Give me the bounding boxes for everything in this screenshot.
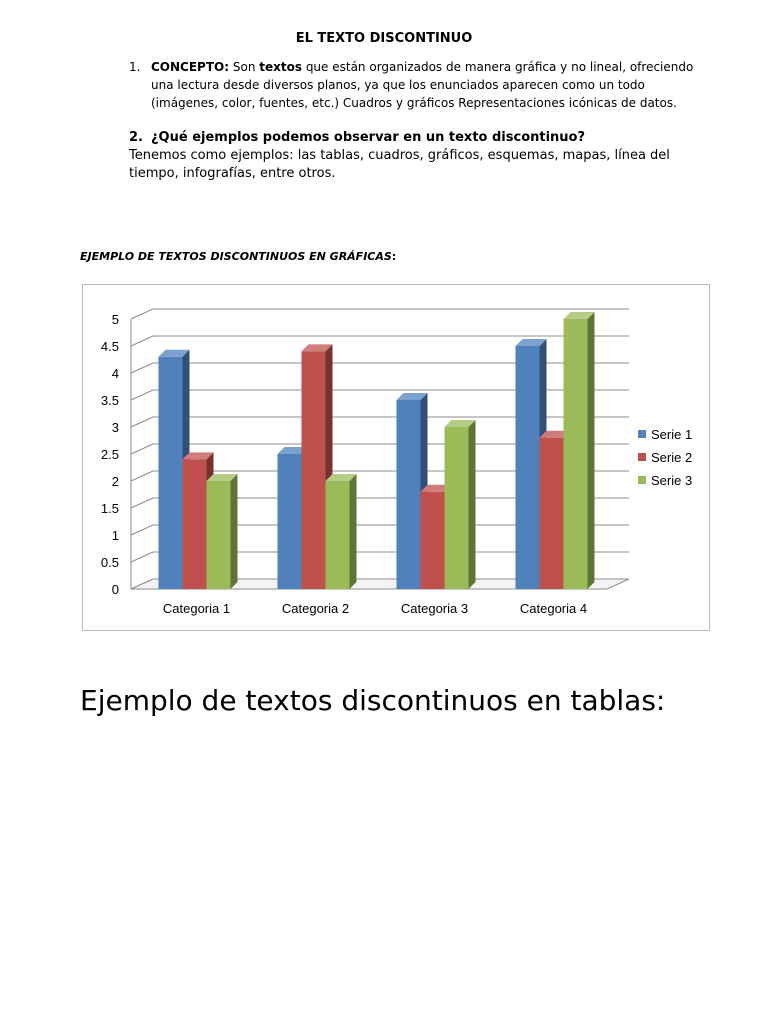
side-gridline [131, 390, 153, 400]
table-heading: Ejemplo de textos discontinuos en tablas: [80, 684, 666, 717]
y-tick-label: 5 [111, 312, 119, 327]
x-tick-label: Categoria 4 [519, 601, 588, 616]
bar [445, 427, 469, 589]
concept-text-a: Son [229, 60, 260, 74]
question-text: ¿Qué ejemplos podemos observar en un texto discontinuo? [151, 130, 586, 145]
side-gridline [131, 336, 153, 346]
y-tick-label: 3.5 [100, 393, 119, 408]
y-tick-label: 2.5 [100, 447, 119, 462]
question-heading [129, 129, 714, 147]
bar-side [350, 474, 357, 589]
list-number: 1. [129, 60, 141, 74]
bar [302, 351, 326, 589]
chart-heading-colon: : [391, 250, 397, 263]
side-gridline [131, 417, 153, 427]
bar [540, 438, 564, 589]
y-tick-label: 0.5 [100, 555, 119, 570]
legend-label: Serie 3 [651, 473, 693, 488]
y-tick-label: 1 [111, 528, 119, 543]
y-tick-label: 3 [111, 420, 119, 435]
x-tick-label: Categoria 1 [162, 601, 231, 616]
x-tick-label: Categoria 3 [400, 601, 469, 616]
bar-chart [82, 284, 710, 631]
bar [421, 492, 445, 589]
bar [516, 346, 540, 589]
x-tick-label: Categoria 2 [281, 601, 350, 616]
document-title: EL TEXTO DISCONTINUO [295, 31, 473, 46]
question-answer: Tenemos como ejemplos: las tablas, cuadros, gráficos, esquemas, mapas, línea del tiempo, infografías, entre otros. [129, 148, 670, 181]
y-tick-label: 1.5 [100, 501, 119, 516]
legend-swatch [638, 476, 646, 484]
chart-heading-text: EJEMPLO DE TEXTOS DISCONTINUOS EN GRÁFICAS [80, 250, 392, 263]
side-gridline [131, 444, 153, 454]
bar-side [231, 474, 238, 589]
legend-label: Serie 1 [651, 427, 693, 442]
bar [326, 481, 350, 589]
y-tick-label: 4.5 [100, 339, 119, 354]
side-gridline [131, 552, 153, 562]
concept-text-b: que están organizados de manera gráfica y no lineal, ofreciendo una lectura desde diversos planos, ya que los enunciados aparecen como un todo (imágenes, color, fuentes, etc.) Cuadros y gráficos Representaciones icónicas de datos. [151, 60, 694, 110]
bar [183, 459, 207, 589]
bar [159, 357, 183, 589]
bar-side [588, 312, 595, 589]
side-gridline [131, 525, 153, 535]
bar-side [469, 420, 476, 589]
side-gridline [131, 471, 153, 481]
chart-heading [80, 250, 396, 263]
side-gridline [131, 363, 153, 373]
bar [564, 319, 588, 589]
y-tick-label: 4 [111, 366, 119, 381]
y-tick-label: 0 [111, 582, 119, 597]
legend-label: Serie 2 [651, 450, 693, 465]
list-number: 2. [129, 130, 143, 145]
chart-canvas [83, 285, 709, 630]
question-item [129, 129, 714, 183]
concept-bold-word: textos [259, 60, 302, 74]
side-gridline [131, 498, 153, 508]
side-gridline [131, 309, 153, 319]
bar [397, 400, 421, 589]
concept-text [129, 58, 714, 112]
y-tick-label: 2 [111, 474, 119, 489]
concept-item [129, 58, 714, 112]
legend-swatch [638, 430, 646, 438]
bar [207, 481, 231, 589]
concept-label: CONCEPTO: [151, 60, 230, 74]
bar [278, 454, 302, 589]
legend-swatch [638, 453, 646, 461]
